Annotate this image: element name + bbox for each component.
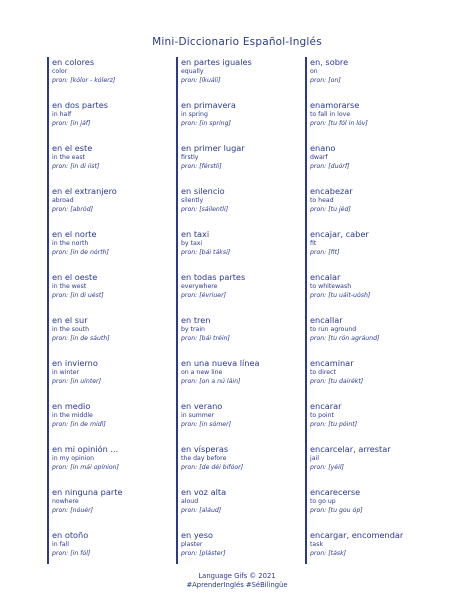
spanish-word: en vísperas bbox=[181, 444, 229, 454]
dictionary-column bbox=[305, 57, 425, 564]
pronunciation: pron: [on] bbox=[310, 77, 341, 84]
dictionary-entry bbox=[181, 57, 299, 85]
footer-hashtags: #AprenderInglés #SéBilingüe bbox=[186, 581, 288, 589]
english-translation: on bbox=[310, 68, 318, 75]
english-translation: everywhere bbox=[181, 283, 218, 290]
spanish-word: en dos partes bbox=[52, 100, 108, 110]
pronunciation: pron: [in spring] bbox=[181, 120, 231, 127]
pronunciation: pron: [in de midl] bbox=[52, 421, 106, 428]
dictionary-entry bbox=[52, 229, 170, 257]
spanish-word: en invierno bbox=[52, 358, 98, 368]
dictionary-entry bbox=[310, 143, 428, 171]
dictionary-entry bbox=[52, 444, 170, 472]
spanish-word: en el extranjero bbox=[52, 186, 117, 196]
page-title: Mini-Diccionario Español-Inglés bbox=[152, 36, 322, 48]
english-translation: to direct bbox=[310, 369, 336, 376]
english-translation: to whitewash bbox=[310, 283, 352, 290]
dictionary-entry bbox=[52, 315, 170, 343]
spanish-word: enano bbox=[310, 143, 336, 153]
spanish-word: en primer lugar bbox=[181, 143, 245, 153]
pronunciation: pron: [in uínter] bbox=[52, 378, 102, 385]
dictionary-entry bbox=[52, 530, 170, 558]
english-translation: in winter bbox=[52, 369, 80, 376]
dictionary-entry bbox=[52, 401, 170, 429]
english-translation: to head bbox=[310, 197, 334, 204]
pronunciation: pron: [de déi bifóor] bbox=[181, 464, 244, 471]
spanish-word: encarar bbox=[310, 401, 342, 411]
spanish-word: en colores bbox=[52, 57, 95, 67]
english-translation: in spring bbox=[181, 111, 208, 118]
pronunciation: pron: [bái táksi] bbox=[181, 249, 231, 256]
footer-copyright: Language Gifs © 2021 bbox=[198, 572, 276, 580]
spanish-word: en el este bbox=[52, 143, 93, 153]
english-translation: to point bbox=[310, 412, 334, 419]
spanish-word: en otoño bbox=[52, 530, 89, 540]
spanish-word: en yeso bbox=[181, 530, 213, 540]
pronunciation: pron: [in de nórth] bbox=[52, 249, 109, 256]
dictionary-entry bbox=[181, 487, 299, 515]
pronunciation: pron: [évriuer] bbox=[181, 292, 227, 299]
pronunciation: pron: [pláster] bbox=[181, 550, 226, 557]
english-translation: in the south bbox=[52, 326, 90, 333]
english-translation: fit bbox=[310, 240, 317, 247]
spanish-word: en verano bbox=[181, 401, 223, 411]
pronunciation: pron: [tu póint] bbox=[310, 421, 358, 428]
dictionary-entry bbox=[181, 401, 299, 429]
dictionary-entry bbox=[310, 229, 428, 257]
footer bbox=[0, 572, 474, 590]
english-translation: the day before bbox=[181, 455, 227, 462]
dictionary-entry bbox=[181, 530, 299, 558]
english-translation: to fall in love bbox=[310, 111, 351, 118]
spanish-word: encallar bbox=[310, 315, 343, 325]
dictionary-entry bbox=[52, 487, 170, 515]
spanish-word: encalar bbox=[310, 272, 341, 282]
dictionary-entry bbox=[52, 358, 170, 386]
english-translation: by taxi bbox=[181, 240, 203, 247]
pronunciation: pron: [tu fól in lóv] bbox=[310, 120, 368, 127]
pronunciation: pron: [férstli] bbox=[181, 163, 222, 170]
dictionary-entry bbox=[310, 100, 428, 128]
spanish-word: en medio bbox=[52, 401, 91, 411]
pronunciation: pron: [tu dairékt] bbox=[310, 378, 364, 385]
english-translation: in my opinion bbox=[52, 455, 95, 462]
dictionary-entry bbox=[310, 186, 428, 214]
spanish-word: en voz alta bbox=[181, 487, 227, 497]
english-translation: abroad bbox=[52, 197, 74, 204]
pronunciation: pron: [in di uést] bbox=[52, 292, 104, 299]
dictionary-entry bbox=[52, 272, 170, 300]
dictionary-entry bbox=[181, 358, 299, 386]
dictionary-entry bbox=[181, 315, 299, 343]
spanish-word: en primavera bbox=[181, 100, 236, 110]
english-translation: in fall bbox=[52, 541, 70, 548]
dictionary-entry bbox=[181, 272, 299, 300]
spanish-word: encarecerse bbox=[310, 487, 361, 497]
dictionary-entry bbox=[181, 186, 299, 214]
english-translation: in the middle bbox=[52, 412, 93, 419]
spanish-word: en el oeste bbox=[52, 272, 98, 282]
english-translation: jail bbox=[310, 455, 319, 462]
dictionary-column bbox=[176, 57, 296, 564]
pronunciation: pron: [nóuér] bbox=[52, 507, 94, 514]
spanish-word: encaminar bbox=[310, 358, 354, 368]
spanish-word: enamorarse bbox=[310, 100, 360, 110]
dictionary-entry bbox=[52, 57, 170, 85]
pronunciation: pron: [in mái opínion] bbox=[52, 464, 119, 471]
english-translation: dwarf bbox=[310, 154, 328, 161]
english-translation: aloud bbox=[181, 498, 199, 505]
english-translation: task bbox=[310, 541, 324, 548]
dictionary-entry bbox=[310, 401, 428, 429]
dictionary-entry bbox=[310, 272, 428, 300]
pronunciation: pron: [fit] bbox=[310, 249, 340, 256]
english-translation: in the north bbox=[52, 240, 89, 247]
dictionary-entry bbox=[181, 143, 299, 171]
pronunciation: pron: [in di iist] bbox=[52, 163, 100, 170]
english-translation: on a new line bbox=[181, 369, 223, 376]
pronunciation: pron: [tu jéd] bbox=[310, 206, 351, 213]
pronunciation: pron: [duórf] bbox=[310, 163, 350, 170]
spanish-word: encabezar bbox=[310, 186, 353, 196]
pronunciation: pron: [íkuáli] bbox=[181, 77, 221, 84]
english-translation: color bbox=[52, 68, 68, 75]
spanish-word: en todas partes bbox=[181, 272, 246, 282]
dictionary-entry bbox=[181, 229, 299, 257]
spanish-word: en mi opinión ... bbox=[52, 444, 119, 454]
english-translation: nowhere bbox=[52, 498, 79, 505]
english-translation: by train bbox=[181, 326, 205, 333]
english-translation: to run aground bbox=[310, 326, 357, 333]
pronunciation: pron: [in de sáuth] bbox=[52, 335, 110, 342]
spanish-word: en silencio bbox=[181, 186, 225, 196]
english-translation: to go up bbox=[310, 498, 336, 505]
spanish-word: en el norte bbox=[52, 229, 97, 239]
spanish-word: en taxi bbox=[181, 229, 210, 239]
english-translation: plaster bbox=[181, 541, 203, 548]
dictionary-entry bbox=[310, 487, 428, 515]
pronunciation: pron: [abród] bbox=[52, 206, 94, 213]
spanish-word: en una nueva línea bbox=[181, 358, 260, 368]
english-translation: in summer bbox=[181, 412, 215, 419]
spanish-word: en tren bbox=[181, 315, 211, 325]
dictionary-entry bbox=[310, 444, 428, 472]
english-translation: in the west bbox=[52, 283, 87, 290]
pronunciation: pron: [tu gou óp] bbox=[310, 507, 363, 514]
spanish-word: encajar, caber bbox=[310, 229, 369, 239]
spanish-word: en el sur bbox=[52, 315, 88, 325]
dictionary-entry bbox=[52, 100, 170, 128]
pronunciation: pron: [kólor - kólerz] bbox=[52, 77, 116, 84]
dictionary-entry bbox=[310, 530, 428, 558]
dictionary-entry bbox=[310, 358, 428, 386]
english-translation: in the east bbox=[52, 154, 85, 161]
spanish-word: encarcelar, arrestar bbox=[310, 444, 391, 454]
pronunciation: pron: [sáilentli] bbox=[181, 206, 229, 213]
dictionary-entry bbox=[310, 57, 428, 85]
english-translation: firstly bbox=[181, 154, 199, 161]
pronunciation: pron: [in jáf] bbox=[52, 120, 91, 127]
dictionary-entry bbox=[52, 186, 170, 214]
pronunciation: pron: [in sómer] bbox=[181, 421, 232, 428]
english-translation: in half bbox=[52, 111, 72, 118]
dictionary-entry bbox=[181, 444, 299, 472]
pronunciation: pron: [bái tréin] bbox=[181, 335, 230, 342]
spanish-word: en, sobre bbox=[310, 57, 349, 67]
english-translation: equally bbox=[181, 68, 204, 75]
dictionary-entry bbox=[52, 143, 170, 171]
pronunciation: pron: [aláud] bbox=[181, 507, 222, 514]
pronunciation: pron: [on a nú láin] bbox=[181, 378, 241, 385]
english-translation: silently bbox=[181, 197, 204, 204]
pronunciation: pron: [tu uáit-uósh] bbox=[310, 292, 371, 299]
pronunciation: pron: [tu rón agráund] bbox=[310, 335, 380, 342]
spanish-word: encargar, encomendar bbox=[310, 530, 404, 540]
pronunciation: pron: [in fól] bbox=[52, 550, 91, 557]
dictionary-entry bbox=[181, 100, 299, 128]
spanish-word: en ninguna parte bbox=[52, 487, 123, 497]
dictionary-column bbox=[47, 57, 167, 564]
dictionary-entry bbox=[310, 315, 428, 343]
pronunciation: pron: [tásk] bbox=[310, 550, 347, 557]
spanish-word: en partes iguales bbox=[181, 57, 252, 67]
pronunciation: pron: [yéil] bbox=[310, 464, 344, 471]
